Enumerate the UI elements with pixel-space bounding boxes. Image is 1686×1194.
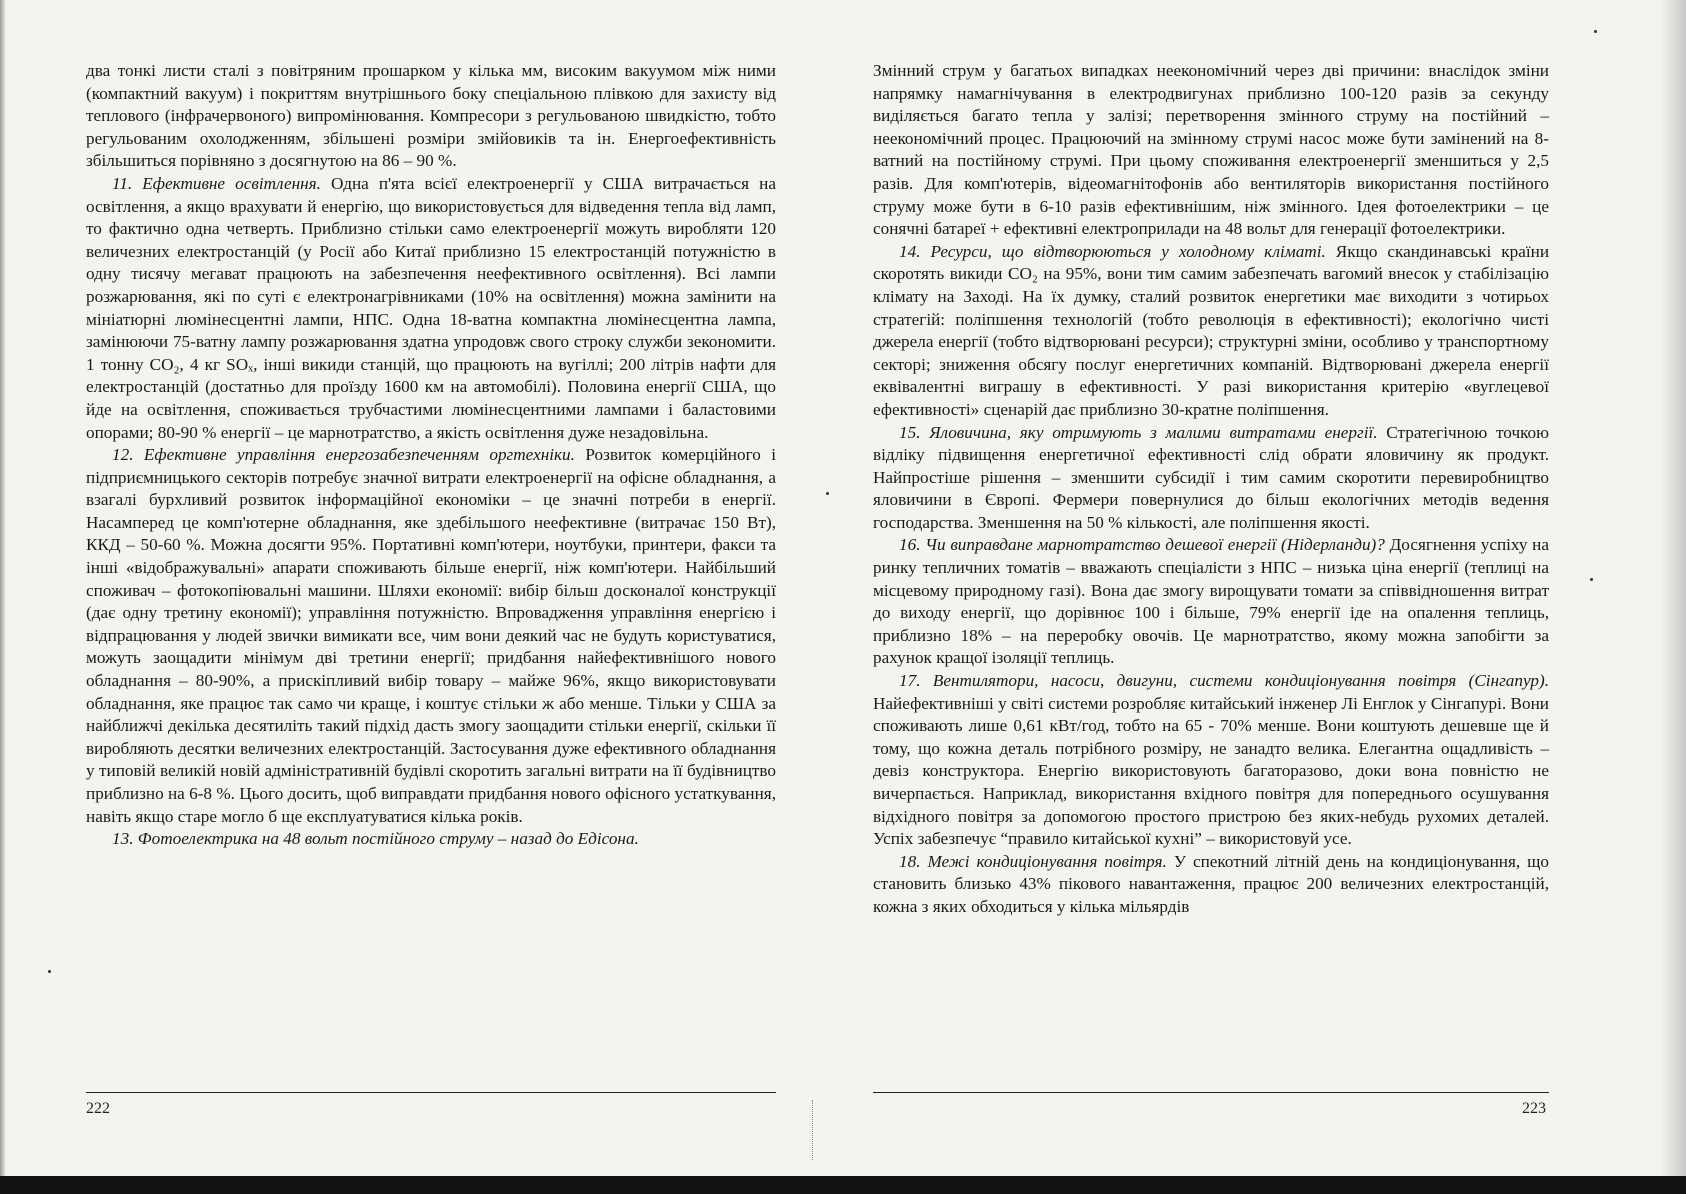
right-footer-rule xyxy=(873,1092,1549,1093)
heading-16: 16. Чи виправдане марнотратство дешевої енергії (Нідерланди)? xyxy=(899,535,1385,555)
left-paragraph-11 xyxy=(86,173,776,444)
gutter-fold xyxy=(812,1100,815,1160)
scan-speck xyxy=(826,492,829,495)
scan-bottom-band xyxy=(0,1176,1686,1194)
scan-speck xyxy=(1594,30,1597,33)
right-paragraph-16-text: Досягнення успіху на ринку тепличних томатів – вважають спеціалісти з НПС – низька ціна енергії (теплиці на місцевому природному газі). Вона дає змогу вирощувати томати за співвідношення витрат до виходу енергії, що дорівнює 100 і більше, 79% енергії іде на опалення теплиць, приблизно 18% – на переробку овочів. Це марнотратство, якому можна запобігти за рахунок кращої ізоляції теплиць. xyxy=(873,535,1549,668)
right-paragraph-18 xyxy=(873,851,1549,919)
left-page-number: 222 xyxy=(86,1100,110,1117)
heading-17: 17. Вентилятори, насоси, двигуни, системи кондиціонування повітря (Сінгапур). xyxy=(899,671,1549,691)
right-paragraph-14-text: Якщо скандинавські країни скоротять викиди CO₂ на 95%, вони тим самим забезпечать вагомий внесок у стабілізацію клімату на Заході. На їх думку, сталий розвиток енергетики має виходити з чотирьох стратегій: поліпшення технологій (тобто революція в ефективності); екологічно чисті джерела енергії (тобто відтворювані ресурси); структурні зміни, особливо у транспортному секторі; зниження обсягу послуг енергетичних компаній. Відтворювані джерела енергії еквівалентні виграшу в ефективності. У разі використання критерію «вуглецевої ефективності» сценарій дає приблизно 30-кратне поліпшення. xyxy=(873,241,1550,419)
right-page-number: 223 xyxy=(1522,1100,1546,1117)
right-paragraph-17 xyxy=(873,670,1549,851)
scan-edge-right xyxy=(1660,0,1686,1194)
heading-11-text: Одна п'ята всієї електроенергії у США витрачається на освітлення, а якщо врахувати й енергію, що використовується для відведення тепла від ламп, то фактично одна четверть. xyxy=(86,173,776,239)
heading-13: 13. Фотоелектрика на 48 вольт постійного струму – назад до Едісона. xyxy=(112,829,639,849)
left-paragraph-11-cont: Приблизно стільки само електроенергії можуть виробляти 120 величезних електростанцій (у Росії або Китаї приблизно 15 електростанцій потужністю в одну тисячу мегават працюють на забезпечення неефективного освітлення). Всі лампи розжарювання, які по суті є електронагрівниками (10% на освітлення) можна замінити на мініатюрні люмінесцентні лампи, НПС. Одна 18-ватна компактна люмінесцентна лампа, замінюючи 75-ватну лампу розжарювання здатна упродовж свого строку служби зекономити. 1 тонну CO₂, 4 кг SOₓ, інші викиди станцій, що працюють на вугіллі; 200 літрів нафти для електростанцій (достатньо для проїзду 1600 км на автомобілі). Половина енергії США, що йде на освітлення, споживається трубчастими люмінесцентними лампами і баластовими опорами; 80-90 % енергії – це марнотратство, а якість освітлення дуже незадовільна. xyxy=(86,219,777,442)
right-paragraph-16 xyxy=(873,534,1549,670)
scan-speck xyxy=(1590,578,1593,581)
heading-14: 14. Ресурси, що відтворюються у холодному кліматі. xyxy=(899,241,1326,261)
left-paragraph-1: два тонкі листи сталі з повітряним прошарком у кілька мм, високим вакуумом між ними (компактний вакуум) і покриттям внутрішнього боку спеціальною плівкою для захисту від теплового (інфрачервоного) випромінювання. Компресори з регульованою швидкістю, тобто регульованим охолодженням, збільшені розміри змійовиків та ін. Енергоефективність збільшиться порівняно з досягнутою на 86 – 90 %. xyxy=(86,61,776,171)
left-footer-rule xyxy=(86,1092,776,1093)
right-paragraph-17-text: Найефективніші у світі системи розробляє китайський інженер Лі Енглок у Сінгапурі. Вони споживають лише 0,61 кВт/год, тобто на 65 - 70% менше. Вони коштують дешевше ще й тому, що кожна деталь потрібного розміру, не занадто велика. Елегантна ощадливість – девіз конструктора. Енергію використовують багаторазово, доки вона повністю не вичерпається. Наприклад, використання вхідного повітря для попереднього осушування відхідного повітря за допомогою простого пристрою без яких-небудь рухомих деталей. Успіх забезпечує “правило китайської кухні” – використовуй усе. xyxy=(873,693,1549,849)
right-page xyxy=(873,60,1549,1140)
left-paragraph-12-text: Розвиток комерційного і підприємницького секторів потребує значної витрати електроенергії на офісне обладнання, а взагалі бурхливий розвиток інформаційної економіки – це значні потреби в енергії. Насамперед це комп'ютерне обладнання, яке здебільшого неефективне (витрачає 150 Вт), ККД – 50-60 %. Можна досягти 95%. Портативні комп'ютери, ноутбуки, принтери, факси та інші «відображувальні» апарати споживають більше енергії, ніж комп'ютери. Найбільший споживач – фотокопіювальні машини. Шляхи економії: вибір більш досконалої конструкції (дає одну третину економії); управління потужністю. Впровадження управління енергією і відпрацювання у людей звички вимикати все, чим вони деякий час не будуть користуватися, можуть заощадити мінімум дві третини енергії; придбання найефективнішого нового обладнання – 80-90%, а прискіпливий вибір товару – майже 96%, якщо використовувати обладнання, яке працює так само чи краще, і коштує стільки ж або менше. Тільки у США за найближчі декілька десятиліть такий підхід дасть змогу заощадити стільки енергії, скільки її виробляють десятки величезних електростанцій. Застосування дуже ефективного обладнання у типовій великій новій адміністративній будівлі скоротить загальні витрати на її будівництво приблизно на 6-8 %. Цього досить, щоб виправдати придбання нового офісного устаткування, навіть якщо старе могло б ще експлуатуватися кілька років. xyxy=(86,445,776,826)
heading-18: 18. Межі кондиціонування повітря. xyxy=(899,851,1167,871)
left-paragraph-12 xyxy=(86,444,776,828)
heading-12: 12. Ефективне управління енергозабезпеченням оргтехніки. xyxy=(112,445,575,465)
right-paragraph-15 xyxy=(873,422,1549,535)
scan-speck xyxy=(48,970,51,973)
right-paragraph-intro: Змінний струм у багатьох випадках неекономічний через дві причини: внаслідок зміни напрямку намагнічування в електродвигунах приблизно 100-120 разів за секунду виділяється багато тепла у залізі; перетворення змінного струму на постійний – неекономічний процес. Працюючий на змінному струмі насос може бути замінений на 8-ватний на постійному струмі. При цьому споживання електроенергії зменшиться у 2,5 разів. Для комп'ютерів, відеомагнітофонів або вентиляторів використання постійного струму може бути в 6-10 разів ефективнішим, ніж змінного. Ідея фотоелектрики – це сонячні батареї + ефективні електроприлади на 48 вольт для генерації фотоелектрики. xyxy=(873,61,1549,239)
right-paragraph-15-text: Стратегічною точкою відліку підвищення енергетичної ефективності слід обрати яловичину як продукт. Найпростіше рішення – зменшити субсидії і тим самим скоротити перевиробництво яловичини в Європі. Фермери повернулися до більш екологічних методів ведення господарства. Зменшення на 50 % кількості, але поліпшення якості. xyxy=(873,422,1549,532)
heading-15: 15. Яловичина, яку отримують з малими витратами енергії. xyxy=(899,422,1378,442)
right-paragraph-14 xyxy=(873,241,1549,422)
scan-edge-left xyxy=(0,0,5,1194)
heading-11: 11. Ефективне освітлення. xyxy=(112,173,321,193)
right-paragraph-18-text: У спекотний літній день на кондиціонування, що становить близько 43% пікового навантаження, працює 200 величезних електростанцій, кожна з яких обходиться у кілька мільярдів xyxy=(873,851,1550,916)
left-page xyxy=(86,60,776,1140)
